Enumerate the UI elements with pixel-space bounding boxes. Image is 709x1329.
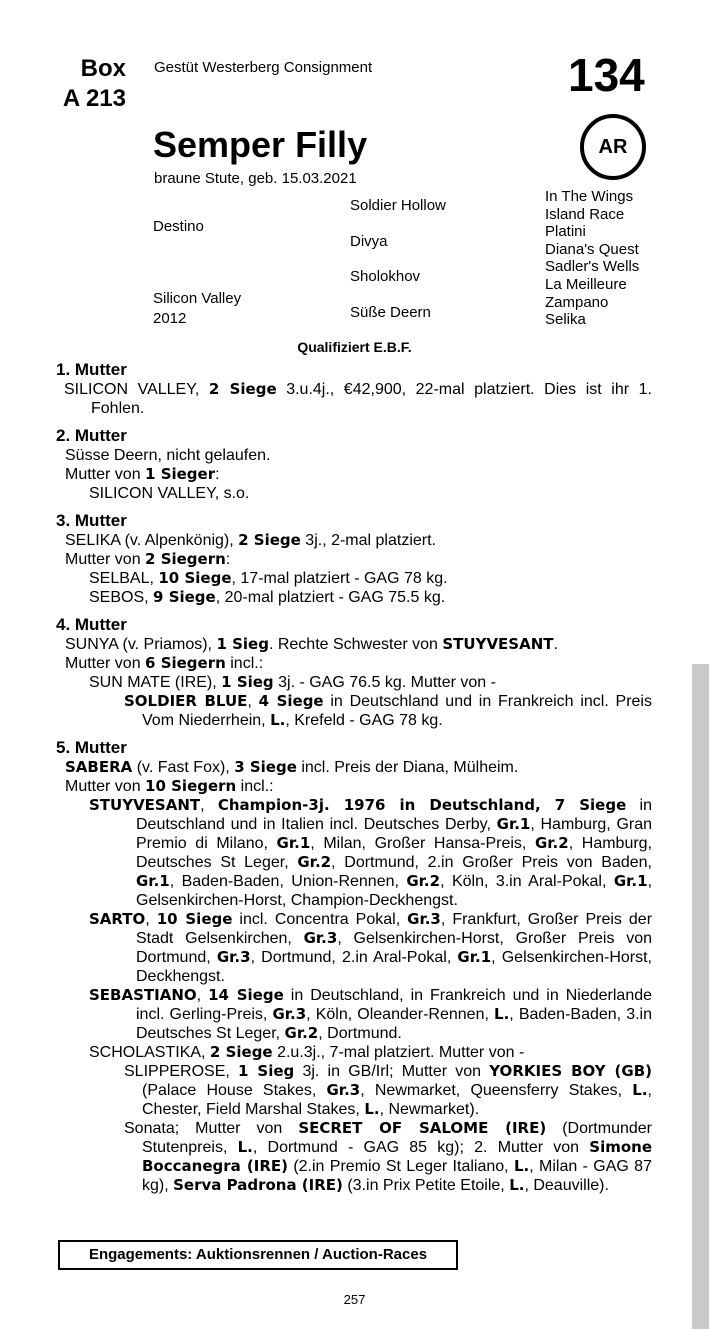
section-1-mutter: [56, 360, 652, 418]
winners-line: Mutter von 2 Siegern:: [65, 550, 231, 568]
pedigree-gen3-item: Island Race: [545, 205, 625, 223]
pedigree-gen3-item: Selika: [545, 311, 586, 329]
section-5-mutter: [56, 738, 652, 1195]
pedigree-gen3-item: In The Wings: [545, 188, 634, 205]
section-4-mutter: [56, 615, 652, 730]
grand-offspring-entry: Sonata; Mutter von SECRET OF SALOME (IRE) (Dortmunder Stutenpreis, L., Dortmund - GAG 85 kg); 2. Mutter von Simone Boccanegra (IRE) (2.in Premio St Leger Italiano, L., Milan - GAG 87 kg), Serva Padrona (IRE) (3.in Prix Petite Etoile, L., Deauville).: [124, 1119, 653, 1194]
pedigree-gen2-item: Sholokhov: [350, 268, 421, 285]
offspring-entry: SARTO, 10 Siege incl. Concentra Pokal, Gr.3, Frankfurt, Großer Preis der Stadt Gelsenkirchen, Gr.3, Gelsenkirchen-Horst, Großer Preis von Dortmund, Gr.3, Dortmund, 2.in Aral-Pokal, Gr.1, Gelsenkirchen-Horst, Deckhengst.: [89, 910, 653, 985]
grand-offspring-entry: SLIPPEROSE, 1 Sieg 3j. in GB/Irl; Mutter von YORKIES BOY (GB) (Palace House Stakes, Gr.3, Newmarket, Queensferry Stakes, L., Chester, Field Marshal Stakes, L., Newmarket).: [124, 1062, 653, 1118]
lot-number: 134: [568, 49, 645, 101]
box-label-line2: A 213: [62, 85, 126, 112]
box-label-line1: Box: [80, 55, 126, 82]
ar-badge-text: AR: [598, 135, 628, 158]
consignor: Gestüt Westerberg Consignment: [154, 59, 373, 76]
pedigree-gen3-item: Sadler's Wells: [545, 258, 640, 276]
dam-entry: SELIKA (v. Alpenkönig), 2 Siege 3j., 2-mal platziert.: [65, 531, 436, 549]
offspring-entry: SEBASTIANO, 14 Siege in Deutschland, in Frankreich und in Niederlande incl. Gerling-Preis, Gr.3, Köln, Oleander-Rennen, L., Baden-Baden, 3.in Deutsches St Leger, Gr.2, Dortmund.: [89, 986, 653, 1042]
pedigree-gen2-item: Süße Deern: [350, 304, 431, 321]
pedigree-dam-year: 2012: [153, 310, 187, 327]
box-number: [60, 54, 126, 114]
section-title: 2. Mutter: [56, 426, 127, 445]
dam-entry: SILICON VALLEY, 2 Siege 3.u.4j., €42,900, 22-mal platziert. Dies ist ihr 1. Fohlen.: [64, 380, 652, 417]
dam-entry: SUNYA (v. Priamos), 1 Sieg. Rechte Schwester von STUYVESANT.: [65, 635, 558, 653]
section-title: 5. Mutter: [56, 738, 127, 757]
section-3-mutter: [56, 511, 652, 607]
section-title: 3. Mutter: [56, 511, 127, 530]
section-title: 1. Mutter: [56, 360, 127, 379]
pedigree-gen3-item: Diana's Quest: [545, 240, 639, 258]
horse-name: Semper Filly: [153, 124, 368, 165]
qualification: Qualifiziert E.B.F.: [297, 339, 412, 355]
winners-line: Mutter von 1 Sieger:: [65, 465, 220, 483]
offspring-entry: SELBAL, 10 Siege, 17-mal platziert - GAG 78 kg.: [89, 569, 448, 587]
ar-badge-icon: [580, 114, 646, 180]
horse-description: braune Stute, geb. 15.03.2021: [154, 170, 357, 187]
offspring-entry: SUN MATE (IRE), 1 Sieg 3j. - GAG 76.5 kg. Mutter von -: [89, 673, 496, 691]
offspring-entry: SILICON VALLEY, s.o.: [89, 485, 250, 502]
scrollbar[interactable]: [692, 664, 709, 1329]
pedigree-gen3-item: La Meilleure: [545, 275, 627, 293]
pedigree-gen2-item: Soldier Hollow: [350, 197, 446, 214]
pedigree-sire: Destino: [153, 218, 204, 235]
pedigree-gen3: [545, 188, 705, 329]
winners-line: Mutter von 6 Siegern incl.:: [65, 654, 264, 672]
section-title: 4. Mutter: [56, 615, 127, 634]
pedigree-dam: Silicon Valley: [153, 290, 242, 307]
pedigree-gen2-item: Divya: [350, 233, 388, 250]
pedigree-gen3-item: Platini: [545, 223, 586, 241]
pedigree-gen3-item: Zampano: [545, 293, 609, 311]
offspring-entry: SCHOLASTIKA, 2 Siege 2.u.3j., 7-mal platziert. Mutter von -: [89, 1043, 525, 1061]
engagements-box: Engagements: Auktionsrennen / Auction-Races: [58, 1240, 458, 1270]
dam-entry: Süsse Deern, nicht gelaufen.: [65, 447, 271, 464]
offspring-entry: STUYVESANT, Champion-3j. 1976 in Deutschland, 7 Siege in Deutschland und in Italien incl. Deutsches Derby, Gr.1, Hamburg, Gran Premio di Milano, Gr.1, Milan, Großer Hansa-Preis, Gr.2, Hamburg, Deutsches St Leger, Gr.2, Dortmund, 2.in Großer Preis von Baden, Gr.1, Baden-Baden, Union-Rennen, Gr.2, Köln, 3.in Aral-Pokal, Gr.1, Gelsenkirchen-Horst, Champion-Deckhengst.: [89, 796, 653, 909]
section-2-mutter: [56, 426, 652, 503]
winners-line: Mutter von 10 Siegern incl.:: [65, 777, 274, 795]
offspring-entry: SEBOS, 9 Siege, 20-mal platziert - GAG 75.5 kg.: [89, 588, 446, 606]
dam-sections: [56, 360, 652, 1195]
dam-entry: SABERA (v. Fast Fox), 3 Siege incl. Preis der Diana, Mülheim.: [65, 758, 519, 776]
page-number: 257: [343, 1292, 366, 1307]
offspring-entry: SOLDIER BLUE, 4 Siege in Deutschland und in Frankreich incl. Preis Vom Niederrhein, L., Krefeld - GAG 78 kg.: [124, 692, 652, 729]
